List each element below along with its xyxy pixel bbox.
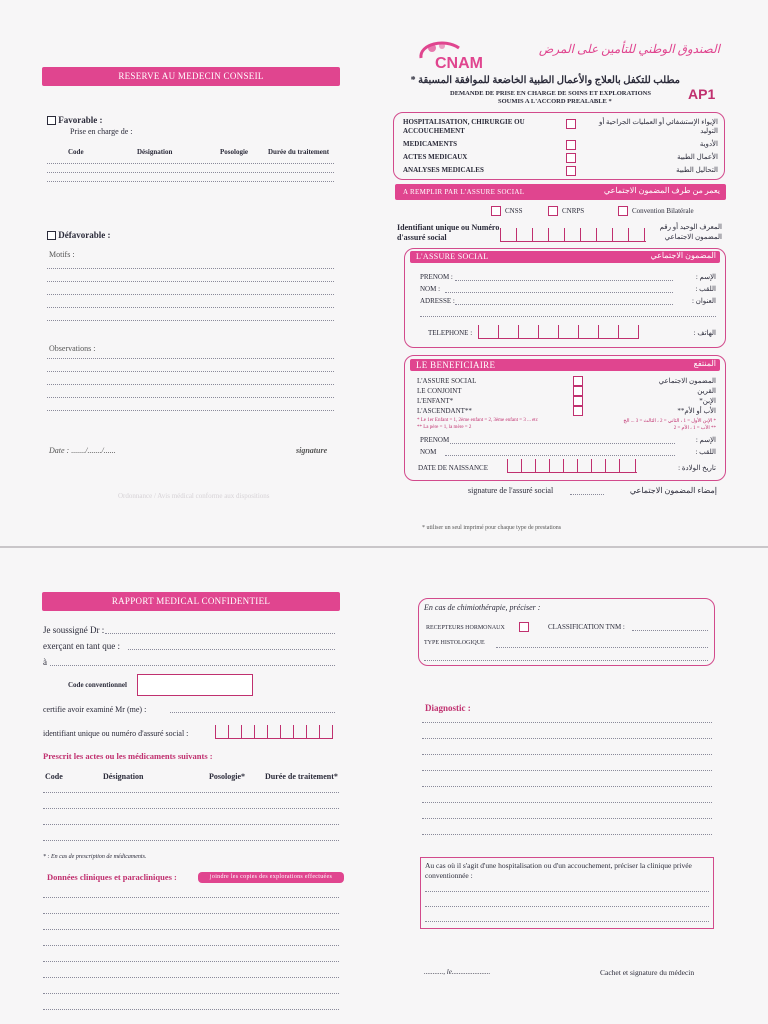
motifs-line[interactable] [47,320,334,321]
benef-nom-field[interactable] [445,455,675,456]
benef-ascendant-ar: الأب أو الأم** [677,407,716,415]
cachet-label: Cachet et signature du médecin [600,968,695,977]
benef-conjoint-checkbox[interactable] [573,386,583,396]
rx-line[interactable] [43,824,339,825]
prest-actes-ar: الأعمال الطبية [677,153,718,161]
telephone-digits-field[interactable] [478,325,638,339]
diagnostic-line[interactable] [422,770,712,771]
hospit-line[interactable] [425,906,709,907]
benef-note-ar-2: ** الأب = 1 ، الأم = 2 [673,426,716,431]
hospit-line[interactable] [425,891,709,892]
motifs-line[interactable] [47,268,334,269]
prest-hospit-ar: الإيواء الإستشفائي أو العمليات الجراحية أو التوليد [598,118,718,135]
dob-digits-field[interactable] [507,459,637,473]
certifie-label: certifie avoir examiné Mr (me) : [43,705,147,714]
hospit-label: Au cas où il s'agit d'une hospitalisation ou d'un accouchement, préciser la clinique privée conventionnée : [425,861,692,880]
adresse-label-ar: العنوان : [692,297,716,305]
prenom-label: PRENOM : [420,273,453,281]
obs-line[interactable] [47,410,334,411]
cas-prescription-note: * : En cas de prescription de médicaments. [43,854,147,860]
histo-field-2[interactable] [424,660,708,661]
diagnostic-line[interactable] [422,738,712,739]
prest-actes-checkbox[interactable] [566,153,576,163]
chimio-title: En cas de chimiothérapie, préciser : [424,603,541,612]
form-code: AP1 [688,86,716,102]
diagnostic-line[interactable] [422,754,712,755]
assure-bar-fr: A REMPLIR PAR L'ASSURE SOCIAL [403,188,525,196]
motifs-line[interactable] [47,294,334,295]
exercant-field[interactable] [128,649,335,650]
beneficiaire-title: LE BENEFICIAIRE [416,360,496,370]
rx-col-code: Code [45,772,63,781]
rx-col-duree: Durée de traitement* [265,772,338,781]
telephone-label: TELEPHONE : [428,329,473,337]
benef-nom-ar: اللقب : [695,448,716,456]
donnees-line[interactable] [43,945,339,946]
favorable-option[interactable] [47,115,103,125]
adresse-label: ADRESSE : [420,297,455,305]
prescrit-label: Prescrit les actes ou les médicaments suivants : [43,751,213,761]
faint-stamp: Ordonnance / Avis médical conforme aux dispositions [118,492,270,500]
hospit-line[interactable] [425,921,709,922]
prest-hospit: HOSPITALISATION, CHIRURGIE OU ACCOUCHEMENT [403,118,525,135]
prenom-field[interactable] [455,280,673,281]
diagnostic-line[interactable] [422,786,712,787]
prest-actes: ACTES MEDICAUX [403,153,468,161]
assure-bar-ar: يعمر من طرف المضمون الاجتماعي [603,186,720,195]
mc-line[interactable] [47,172,334,173]
prise-en-charge-label: Prise en charge de : [70,127,133,136]
ar-org-name: الصندوق الوطني للتأمين على المرض [538,42,720,56]
obs-line[interactable] [47,371,334,372]
prest-medicaments-ar: الأدوية [699,140,718,148]
motifs-line[interactable] [47,307,334,308]
sign-assure-label-ar: إمضاء المضمون الاجتماعي [629,486,717,495]
benef-note-2: ** La père = 1, la mère = 2 [417,425,472,430]
ident-label-ar: المعرف الوحيد أو رقم المضمون الاجتماعي [659,223,722,241]
prest-analyses-checkbox[interactable] [566,166,576,176]
convention-checkbox[interactable] [618,206,628,216]
fr-title-2: SOUMIS A L'ACCORD PREALABLE * [498,98,612,105]
recepteurs-label: RECEPTEURS HORMONAUX [426,625,505,631]
obs-line[interactable] [47,397,334,398]
mc-line[interactable] [47,181,334,182]
assure-social-title-ar: المضمون الاجتماعي [650,251,716,260]
donnees-line[interactable] [43,977,339,978]
donnees-line[interactable] [43,961,339,962]
favorable-checkbox[interactable] [47,116,56,125]
observations-label: Observations : [49,344,96,353]
ar-title: مطلب للتكفل بالعلاج والأعمال الطبية الخاضعة للموافقة المسبقة * [410,75,680,86]
soussigne-label: Je soussigné Dr : [43,625,105,635]
diagnostic-label: Diagnostic : [425,703,471,713]
rapport-ident-field[interactable] [215,725,333,739]
diagnostic-line[interactable] [422,722,712,723]
donnees-line[interactable] [43,897,339,898]
histo-label: TYPE HISTOLOGIQUE [424,640,485,646]
mc-col-duree: Durée du traitement [268,148,330,156]
benef-note-ar-1: * الإبن الأول = 1 ، الثاني = 2 ، الثالث = 3 ... الخ [623,419,716,424]
donnees-label: Données cliniques et paracliniques : [47,872,177,882]
code-conv-label: Code conventionnel [68,681,127,689]
prenom-label-ar: الإسم : [695,273,716,281]
rapport-ident-label: identifiant unique ou numéro d'assuré social : [43,729,189,738]
diagnostic-line[interactable] [422,818,712,819]
mc-col-code: Code [68,148,84,156]
donnees-line[interactable] [43,993,339,994]
convention-label: Convention Bilatérale [632,207,694,215]
dob-label-ar: تاريخ الولادة : [678,464,716,472]
benef-assure: L'ASSURE SOCIAL [417,377,477,385]
cnrps-checkbox[interactable] [548,206,558,216]
page-fold [0,546,768,548]
benef-assure-ar: المضمون الاجتماعي [658,377,716,385]
defavorable-checkbox[interactable] [47,231,56,240]
benef-conjoint: LE CONJOINT [417,387,462,395]
benef-enfant-ar: الإبن* [699,397,716,405]
tnm-field[interactable] [632,630,708,631]
a-label: à [43,657,47,667]
benef-prenom-field[interactable] [450,443,675,444]
cnss-checkbox[interactable] [491,206,501,216]
donnees-line[interactable] [43,929,339,930]
sign-assure-label: signature de l'assuré social [468,486,554,495]
benef-ascendant-checkbox[interactable] [573,406,583,416]
rx-line[interactable] [43,840,339,841]
diagnostic-line[interactable] [422,802,712,803]
prest-medicaments: MEDICAMENTS [403,140,458,148]
defavorable-option[interactable] [47,230,110,240]
benef-ascendant: L'ASCENDANT** [417,407,472,415]
adresse-field[interactable] [455,304,673,305]
motifs-line[interactable] [47,281,334,282]
rx-col-posologie: Posologie* [209,772,245,781]
histo-field[interactable] [496,647,708,648]
nom-label: NOM : [420,285,441,293]
recepteurs-checkbox[interactable] [519,622,529,632]
cnam-brand: CNAM [435,55,483,72]
benef-prenom-ar: الإسم : [695,436,716,444]
rx-line[interactable] [43,808,339,809]
joindre-badge: joindre les copies des explorations effectuées [198,872,344,883]
benef-enfant-checkbox[interactable] [573,396,583,406]
a-field[interactable] [50,665,335,666]
benef-conjoint-ar: القرين [697,387,716,395]
prest-analyses-ar: التحاليل الطبية [676,166,718,174]
assure-social-title: L'ASSURE SOCIAL [416,252,489,261]
mc-line[interactable] [47,163,334,164]
footnote: * utiliser un seul imprimé pour chaque type de prestations [422,525,562,531]
cnss-label: CNSS [505,207,523,215]
sign-assure-field[interactable] [570,494,604,495]
nom-field[interactable] [445,292,673,293]
rx-line[interactable] [43,792,339,793]
mc-signature[interactable]: signature [296,446,328,455]
mc-col-designation: Désignation [137,148,173,156]
dob-label: DATE DE NAISSANCE [418,464,488,472]
cnrps-label: CNRPS [562,207,585,215]
prest-medicaments-checkbox[interactable] [566,140,576,150]
mc-col-posologie: Posologie [220,148,248,156]
diagnostic-line[interactable] [422,834,712,835]
medecin-conseil-bar: RESERVE AU MEDECIN CONSEIL [42,67,340,86]
benef-note-1: * Le 1er Enfant = 1, 2ème enfant = 2, 3ème enfant = 3 ... etc [417,418,538,423]
lieu-date[interactable]: ..........., le...................... [424,968,491,976]
soussigne-field[interactable] [105,633,335,634]
benef-prenom-label: PRENOM [420,436,450,444]
donnees-line[interactable] [43,913,339,914]
exercant-label: exerçant en tant que : [43,641,120,651]
fr-title-1: DEMANDE DE PRISE EN CHARGE DE SOINS ET EXPLORATIONS [450,90,651,97]
prest-analyses: ANALYSES MEDICALES [403,166,484,174]
tnm-label: CLASSIFICATION TNM : [548,623,625,631]
rx-col-designation: Désignation [103,772,144,781]
beneficiaire-title-ar: المنتفع [693,359,716,368]
telephone-label-ar: الهاتف : [693,329,716,337]
benef-enfant: L'ENFANT* [417,397,454,405]
benef-nom-label: NOM [420,448,437,456]
mc-date[interactable]: Date : ......./......./...... [49,446,116,455]
favorable-label: Favorable : [58,115,103,125]
obs-line[interactable] [47,358,334,359]
nom-label-ar: اللقب : [695,285,716,293]
ident-label: Identifiant unique ou Numéro d'assuré social [397,223,500,242]
motifs-label: Motifs : [49,250,75,259]
donnees-line[interactable] [43,1009,339,1010]
prest-hospit-checkbox[interactable] [566,119,576,129]
defavorable-label: Défavorable : [58,230,111,240]
benef-assure-checkbox[interactable] [573,376,583,386]
ident-digits-field[interactable] [500,226,646,242]
certifie-field[interactable] [170,712,335,713]
adresse-field-2[interactable] [420,316,716,317]
code-conv-field[interactable] [137,674,253,696]
obs-line[interactable] [47,384,334,385]
rapport-bar: RAPPORT MEDICAL CONFIDENTIEL [42,592,340,611]
